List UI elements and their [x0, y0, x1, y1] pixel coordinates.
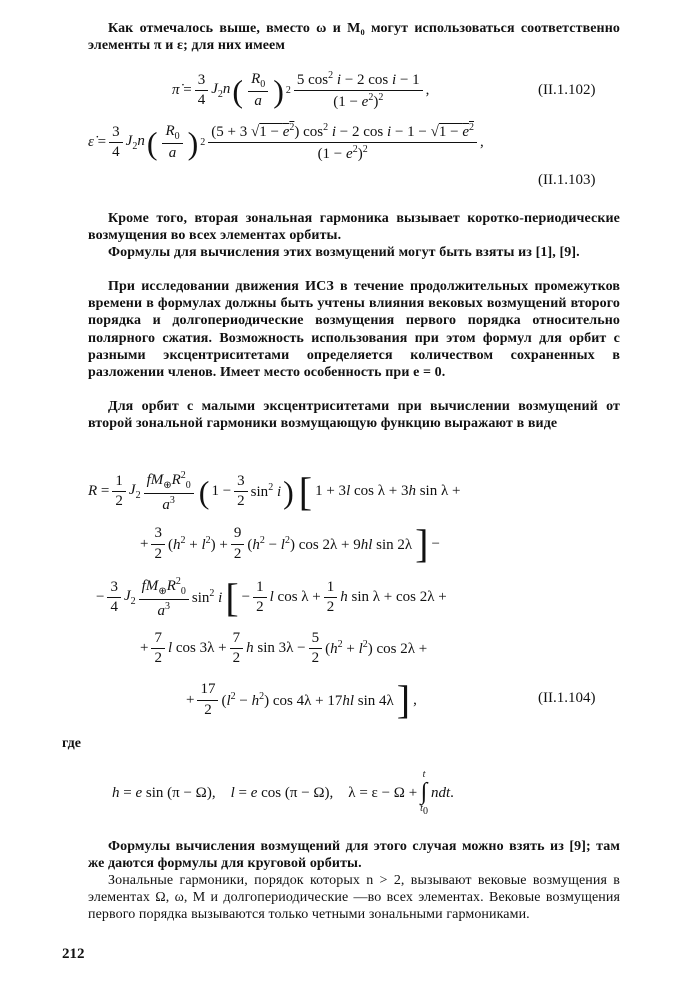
equation-R-line-5: + $\frac{17}{2}$ $(l^2 - h^2)$ cos 4λ + 17hl sin 4λ ] ,: [186, 677, 417, 722]
paragraph-formulas-case: Формулы вычисления возмущений для этого случая можно взять из [9]; там же даются формулы для круговой орбиты.: [88, 839, 620, 872]
paragraph-intro: Как отмечалось выше, вместо ω и M₀ могут использоваться соответственно элементы π и ε; для них имеем: [88, 21, 620, 54]
equation-R-line-1: R = $\frac{1}{2}$ $J_2$ $\frac{fM_\oplus R^2_0}{a^3}$ ( 1 − $\frac{3}{2}$ $\sin^2 i$ ) [ 1 + 3l cos λ + 3h sin λ +: [88, 468, 461, 514]
equation-epsilon-dot: ε̇ = $\frac{3}{4}$ $J_2n$ ( $\frac{R_0}{a}$ ) 2 $\frac{(5 + 3 √1 - e^2) \cos^2 i - 2 \cos i - 1 - √1 - e^2}{(1 - e^2)^2}$ ,: [88, 122, 484, 163]
paragraph-small-eccentricity: Для орбит с малыми эксцентриситетами при вычислении возмущений от второй зональной гармоники возмущающую функцию выражают в виде: [88, 399, 620, 432]
page-number: 212: [62, 946, 85, 962]
paragraph-long-term: При исследовании движения ИСЗ в течение продолжительных промежутков времени в формулах должны быть учтены влияния вековых возмущений второго порядка и долгопериодические возмущения первого порядка относительно полярного сжатия. Возможность использования при этом формул для орбит с разными эксцентриситетами определяется количеством сохраненных в разложении членов. Имеет место особенность при e = 0.: [88, 279, 620, 381]
equation-R-line-2: + $\frac{3}{2}$ $(h^2 + l^2)$ + $\frac{9}{2}$ $(h^2 - l^2)$ cos 2λ + 9hl sin 2λ ] −: [140, 521, 440, 566]
equation-R-line-3: − $\frac{3}{4}$ $J_2$ $\frac{fM_\oplus R^2_0}{a^3}$ $\sin^2 i$ [ − $\frac{1}{2}$ l cos λ + $\frac{1}{2}$ h sin λ + cos 2λ +: [96, 574, 447, 620]
equation-R-line-4: + $\frac{7}{2}$ l cos 3λ + $\frac{7}{2}$ h sin 3λ − $\frac{5}{2}$ $(h^2 + l^2)$ cos 2λ +: [140, 630, 428, 667]
equation-pi-dot: π̇ = $\frac{3}{4}$ $J_2n$ ( $\frac{R_0}{a}$ ) 2 $\frac{5 \cos^2 i - 2 \cos i - 1}{(1 - e^2)^2}$ ,: [172, 70, 430, 111]
paragraph-short-period: Кроме того, вторая зональная гармоника вызывает коротко-периодические возмущения во всех элементах орбиты.: [88, 211, 620, 244]
equation-number-103: (II.1.103): [538, 172, 596, 188]
equation-number-102: (II.1.102): [538, 82, 596, 98]
equation-number-104: (II.1.104): [538, 690, 596, 706]
where-word: где: [62, 736, 81, 751]
paragraph-formulas-ref: Формулы для вычисления этих возмущений могут быть взяты из [1], [9].: [108, 245, 580, 260]
paragraph-zonal-harmonics: Зональные гармоники, порядок которых n > 2, вызывают вековые возмущения в элементах Ω, ω, M и долгопериодические —во всех элементах. Вековые возмущения первого порядка вызываются только четными зональными гармониками.: [88, 873, 620, 923]
equation-definitions: h = e sin (π − Ω), l = e cos (π − Ω), λ = ε − Ω + t ∫ $t_0$ ndt.: [112, 769, 454, 817]
